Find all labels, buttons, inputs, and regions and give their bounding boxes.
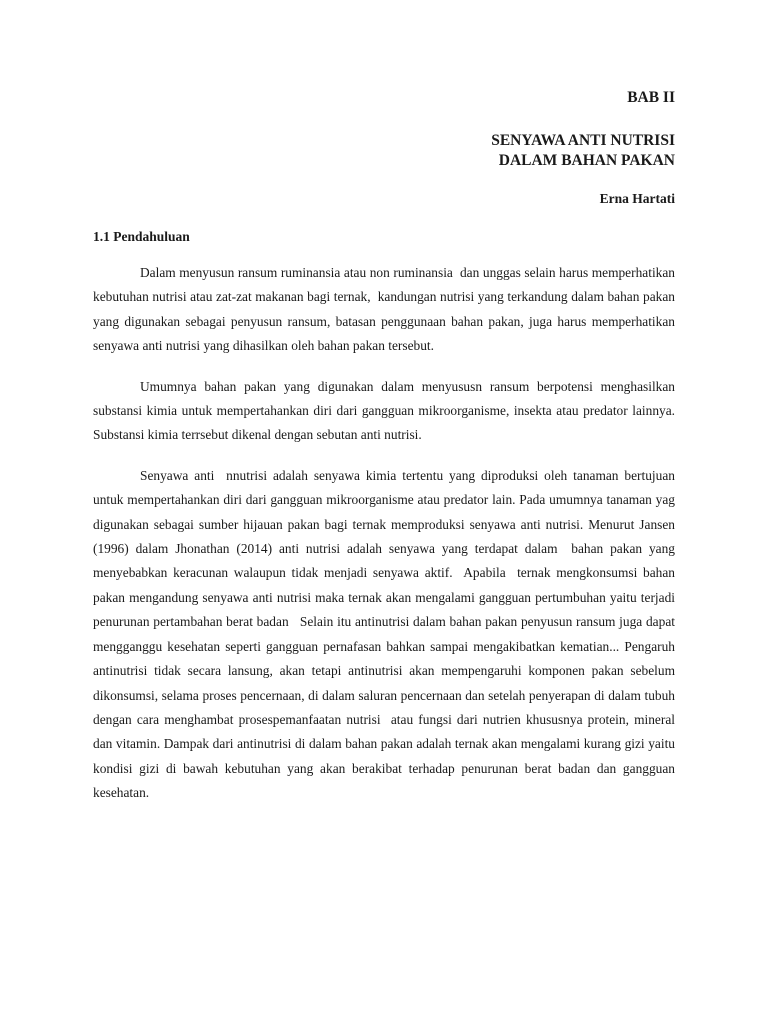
chapter-title-line: SENYAWA ANTI NUTRISI: [491, 132, 675, 149]
chapter-title: [491, 131, 675, 171]
body-text: [93, 261, 682, 822]
document-page: [93, 0, 682, 1024]
paragraph: Umumnya bahan pakan yang digunakan dalam menyususn ransum berpotensi menghasilkan substansi kimia untuk mempertahankan diri dari gangguan mikroorganisme, insekta atau predator lainnya. Substansi kimia terrsebut dikenal dengan sebutan anti nutrisi.: [93, 378, 682, 443]
section-heading: 1.1 Pendahuluan: [93, 229, 190, 244]
author-name: Erna Hartati: [599, 191, 675, 206]
chapter-heading: BAB II: [627, 89, 675, 106]
paragraph: Senyawa anti nnutrisi adalah senyawa kimia tertentu yang diproduksi oleh tanaman bertujuan untuk mempertahankan diri dari gangguan mikroorganisme atau predator lain. Pada umumnya tanaman yag digunakan sebagai sumber hijauan pakan bagi ternak memproduksi senyawa anti nutrisi. Menurut Jansen (1996) dalam Jhonathan (2014) anti nutrisi adalah senyawa yang terdapat dalam bahan pakan yang menyebabkan keracunan walaupun tidak menjadi senyawa aktif. Apabila ternak mengkonsumsi bahan pakan mengandung senyawa anti nutrisi maka ternak akan mengalami gangguan pertumbuhan yaitu terjadi penurunan pertambahan berat badan Selain itu antinutrisi dalam bahan pakan penyusun ransum juga dapat mengganggu kesehatan seperti gangguan pernafasan bahkan sampai mengakibatkan kematian... Pengaruh antinutrisi tidak secara lansung, akan tetapi antinutrisi akan mempengaruhi komponen pakan sebelum dikonsumsi, selama proses pencernaan, di dalam saluran pencernaan dan setelah penyerapan di dalam tubuh dengan cara menghambat prosespemanfaatan nutrisi atau fungsi dari nutrien khususnya protein, mineral dan vitamin. Dampak dari antinutrisi di dalam bahan pakan adalah ternak akan mengalami kurang gizi yaitu kondisi gizi di bawah kebutuhan yang akan berakibat terhadap penurunan berat badan dan gangguan kesehatan.: [93, 467, 682, 801]
chapter-title-line: DALAM BAHAN PAKAN: [498, 152, 675, 169]
paragraph: Dalam menyusun ransum ruminansia atau non ruminansia dan unggas selain harus memperhatikan kebutuhan nutrisi atau zat-zat makanan bagi ternak, kandungan nutrisi yang terkandung dalam bahan pakan yang digunakan sebagai penyusun ransum, batasan penggunaan bahan pakan, juga harus memperhatikan senyawa anti nutrisi yang dihasilkan oleh bahan pakan tersebut.: [93, 265, 679, 354]
